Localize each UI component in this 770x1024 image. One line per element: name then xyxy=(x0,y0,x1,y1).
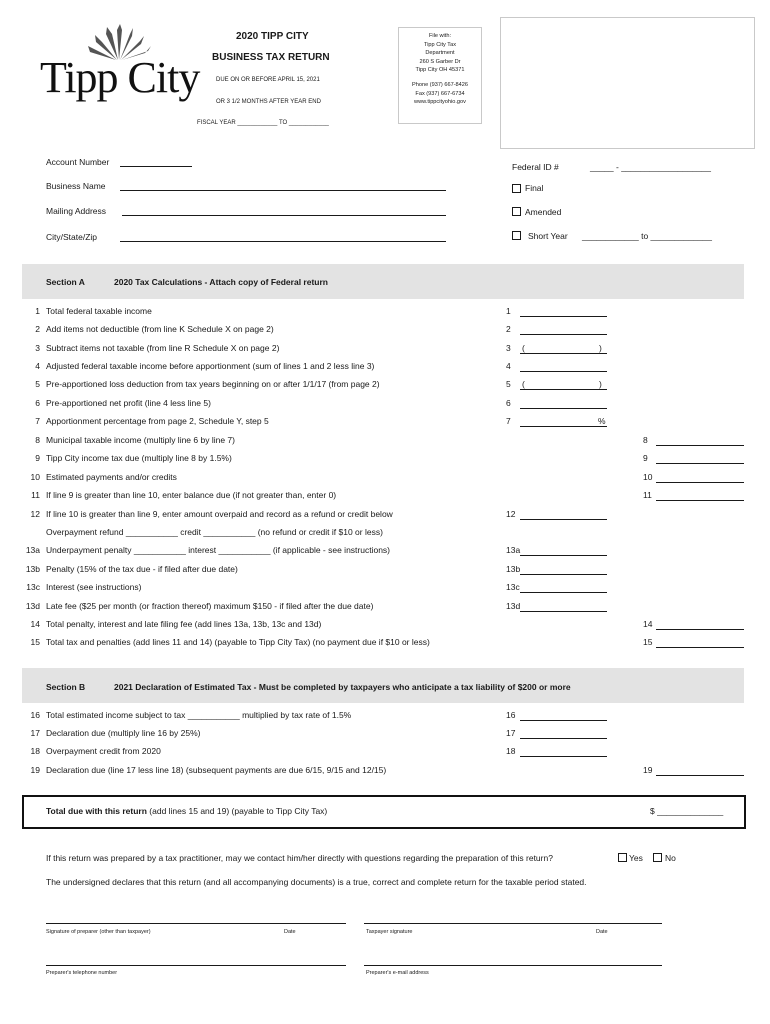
line-ref: 13d xyxy=(506,601,521,611)
file-with-line: 260 S Garber Dr xyxy=(419,58,461,65)
line-ref: 13c xyxy=(506,582,520,592)
line-ref: 19 xyxy=(643,765,653,775)
city-state-zip-field[interactable] xyxy=(120,241,446,242)
line-amount-field[interactable] xyxy=(520,574,607,575)
office-use-box xyxy=(500,17,755,149)
line-amount-field[interactable] xyxy=(520,756,607,757)
total-due-bold: Total due with this return xyxy=(46,806,147,816)
mailing-address-field[interactable] xyxy=(122,215,446,216)
form-title: BUSINESS TAX RETURN xyxy=(212,52,330,63)
line-ref: 7 xyxy=(506,416,511,426)
tipp-city-logo xyxy=(40,22,200,112)
preparer-email-field[interactable] xyxy=(364,965,662,966)
section-b-label: Section B xyxy=(46,682,86,692)
form-title-year: 2020 TIPP CITY xyxy=(236,31,309,42)
line-ref: 17 xyxy=(506,728,516,738)
line-amount-field[interactable] xyxy=(520,371,607,372)
line-number: 15 xyxy=(30,637,40,647)
federal-id-label: Federal ID # xyxy=(512,162,559,172)
line-ref: 16 xyxy=(506,710,516,720)
line-ref: 9 xyxy=(643,453,648,463)
line-description: Pre-apportioned loss deduction from tax years beginning on or after 1/1/17 (from page 2) xyxy=(46,379,380,389)
line-number: 12 xyxy=(30,509,40,519)
preparer-phone-field[interactable] xyxy=(46,965,346,966)
line-ref: 10 xyxy=(643,472,653,482)
file-with-line: Fax (937) 667-6734 xyxy=(415,90,465,97)
line-number: 13c xyxy=(26,582,40,592)
file-with-line: Tipp City OH 45371 xyxy=(415,67,465,74)
line-description: Subtract items not taxable (from line R Schedule X on page 2) xyxy=(46,343,280,353)
line-number: 9 xyxy=(35,453,40,463)
contact-yes-label: Yes xyxy=(629,853,643,863)
line-description: Interest (see instructions) xyxy=(46,582,142,592)
line-description: Apportionment percentage from page 2, Schedule Y, step 5 xyxy=(46,416,269,426)
line-amount-field[interactable] xyxy=(520,408,607,409)
line-description: Total tax and penalties (add lines 11 and 14) (payable to Tipp City Tax) (no payment due if $10 or less) xyxy=(46,637,430,647)
line-amount-field[interactable] xyxy=(520,316,607,317)
line-number: 13d xyxy=(25,601,40,611)
line-number: 8 xyxy=(35,435,40,445)
line-number: 13b xyxy=(25,564,40,574)
file-with-box xyxy=(398,27,482,124)
line-description: Total estimated income subject to tax ___________ multiplied by tax rate of 1.5% xyxy=(46,710,352,720)
short-year-field[interactable]: ____________ to _____________ xyxy=(582,231,712,241)
line-amount-field[interactable] xyxy=(656,775,744,776)
line-description: If line 9 is greater than line 10, enter balance due (if not greater than, enter 0) xyxy=(46,490,337,500)
file-with-line: www.tippcityohio.gov xyxy=(414,99,466,106)
contact-question: If this return was prepared by a tax practitioner, may we contact him/her directly with questions regarding the preparation of this return? xyxy=(46,853,553,863)
business-name-label: Business Name xyxy=(46,181,106,191)
line-description: Municipal taxable income (multiply line 6 by line 7) xyxy=(46,435,235,445)
line-number: 7 xyxy=(35,416,40,426)
line-ref: 15 xyxy=(643,637,653,647)
taxpayer-signature-label: Taxpayer signature xyxy=(366,929,413,935)
file-with-line: Tipp City Tax xyxy=(423,41,457,48)
account-number-label: Account Number xyxy=(46,157,110,167)
line-description: Total federal taxable income xyxy=(46,306,152,316)
line-description: Penalty (15% of the tax due - if filed after due date) xyxy=(46,564,238,574)
line-description: Overpayment refund ___________ credit ___________ (no refund or credit if $10 or less) xyxy=(46,527,383,537)
line-amount-field[interactable] xyxy=(656,629,744,630)
line-description: Total penalty, interest and late filing fee (add lines 13a, 13b, 13c and 13d) xyxy=(46,619,322,629)
line-description: Add items not deductible (from line K Schedule X on page 2) xyxy=(46,324,274,334)
file-with-line: File with: xyxy=(428,33,452,39)
line-amount-field[interactable] xyxy=(656,500,744,501)
line-amount-field[interactable] xyxy=(520,611,607,612)
line-ref: 12 xyxy=(506,509,516,519)
file-with-line: Phone (937) 667-8426 xyxy=(412,81,468,88)
due-date-line2: OR 3 1/2 MONTHS AFTER YEAR END xyxy=(216,99,321,105)
line-number: 5 xyxy=(35,379,40,389)
line-ref: 2 xyxy=(506,324,511,334)
preparer-signature-label: Signature of preparer (other than taxpayer) xyxy=(46,929,151,935)
line-number: 13a xyxy=(25,545,40,555)
line-number: 4 xyxy=(35,361,40,371)
line-number: 17 xyxy=(30,728,40,738)
line-ref: 14 xyxy=(643,619,653,629)
fiscal-year: FISCAL YEAR ____________ TO ____________ xyxy=(197,120,329,126)
line-amount-field[interactable] xyxy=(656,445,744,446)
preparer-phone-label: Preparer's telephone number xyxy=(46,970,118,976)
line-description: Pre-apportioned net profit (line 4 less line 5) xyxy=(46,398,211,408)
line-amount-field[interactable] xyxy=(520,555,607,556)
line-number: 6 xyxy=(35,398,40,408)
section-a-title: 2020 Tax Calculations - Attach copy of Federal return xyxy=(114,277,328,287)
line-ref: 5 xyxy=(506,379,511,389)
line-description: Declaration due (multiply line 16 by 25%) xyxy=(46,728,201,738)
account-number-field[interactable] xyxy=(120,166,192,167)
paren-close: ) xyxy=(599,379,602,389)
line-amount-field[interactable] xyxy=(520,738,607,739)
line-amount-field[interactable] xyxy=(520,389,607,390)
logo-wordmark: Tipp City xyxy=(40,53,200,102)
line-amount-field[interactable] xyxy=(520,519,607,520)
line-description: Declaration due (line 17 less line 18) (subsequent payments are due 6/15, 9/15 and 12/15) xyxy=(46,765,387,775)
city-state-zip-label: City/State/Zip xyxy=(46,232,98,242)
line-description: Overpayment credit from 2020 xyxy=(46,746,161,756)
line-ref: 1 xyxy=(506,306,511,316)
section-a-label: Section A xyxy=(46,277,85,287)
line-ref: 11 xyxy=(643,490,652,500)
preparer-email-label: Preparer's e-mail address xyxy=(366,970,429,976)
line-description: Late fee ($25 per month (or fraction thereof) maximum $150 - if filed after the due date) xyxy=(46,601,374,611)
line-number: 19 xyxy=(30,765,40,775)
line-amount-field[interactable] xyxy=(656,463,744,464)
contact-no-checkbox[interactable] xyxy=(653,853,662,862)
total-due-text xyxy=(46,806,327,816)
line-amount-field[interactable] xyxy=(520,353,607,354)
line-number: 14 xyxy=(30,619,40,629)
line-ref: 13a xyxy=(506,545,521,555)
line-ref: 13b xyxy=(506,564,521,574)
line-description: Tipp City income tax due (multiply line 8 by 1.5%) xyxy=(46,453,232,463)
line-number: 3 xyxy=(35,343,40,353)
final-label: Final xyxy=(525,183,544,193)
total-due-amount-field[interactable]: $ ______________ xyxy=(650,806,724,816)
mailing-address-label: Mailing Address xyxy=(46,206,107,216)
file-with-line: Department xyxy=(425,50,455,57)
line-number: 10 xyxy=(30,472,40,482)
line-number: 18 xyxy=(30,746,40,756)
line-ref: 4 xyxy=(506,361,511,371)
short-year-label: Short Year xyxy=(528,231,568,241)
preparer-date-label: Date xyxy=(284,929,296,935)
taxpayer-signature-field[interactable] xyxy=(364,923,662,924)
line-amount-field[interactable] xyxy=(656,482,744,483)
taxpayer-date-label: Date xyxy=(596,929,608,935)
federal-id-field[interactable]: _____ - ___________________ xyxy=(590,162,712,172)
amended-label: Amended xyxy=(525,207,562,217)
line-ref: 3 xyxy=(506,343,511,353)
line-number: 11 xyxy=(31,490,40,500)
line-ref: 8 xyxy=(643,435,648,445)
contact-yes-checkbox[interactable] xyxy=(618,853,627,862)
line-ref: 18 xyxy=(506,746,516,756)
line-description: Underpayment penalty ___________ interest ___________ (if applicable - see instructions) xyxy=(46,545,391,555)
line-amount-field[interactable] xyxy=(520,426,607,427)
paren-close: ) xyxy=(599,343,602,353)
business-name-field[interactable] xyxy=(120,190,446,191)
line-description: If line 10 is greater than line 9, enter amount overpaid and record as a refund or credit below xyxy=(46,509,393,519)
line-description: Adjusted federal taxable income before apportionment (sum of lines 1 and 2 less line 3) xyxy=(46,361,375,371)
amended-checkbox[interactable] xyxy=(512,207,521,216)
preparer-signature-field[interactable] xyxy=(46,923,346,924)
declaration-text: The undersigned declares that this return (and all accompanying documents) is a true, correct and complete return for the taxable period stated. xyxy=(46,877,587,887)
section-b-title: 2021 Declaration of Estimated Tax - Must be completed by taxpayers who anticipate a tax liability of $200 or more xyxy=(114,682,571,692)
line-amount-field[interactable] xyxy=(520,720,607,721)
line-number: 2 xyxy=(35,324,40,334)
line-number: 16 xyxy=(30,710,40,720)
contact-no-label: No xyxy=(665,853,676,863)
short-year-checkbox[interactable] xyxy=(512,231,521,240)
line-amount-field[interactable] xyxy=(520,334,607,335)
percent-sign: % xyxy=(598,416,606,426)
line-description: Estimated payments and/or credits xyxy=(46,472,177,482)
line-amount-field[interactable] xyxy=(656,647,744,648)
due-date-line1: DUE ON OR BEFORE APRIL 15, 2021 xyxy=(216,77,320,83)
total-due-rest: (add lines 15 and 19) (payable to Tipp City Tax) xyxy=(149,806,328,816)
paren-open: ( xyxy=(522,343,525,353)
paren-open: ( xyxy=(522,379,525,389)
line-ref: 6 xyxy=(506,398,511,408)
final-checkbox[interactable] xyxy=(512,184,521,193)
line-amount-field[interactable] xyxy=(520,592,607,593)
line-number: 1 xyxy=(35,306,40,316)
